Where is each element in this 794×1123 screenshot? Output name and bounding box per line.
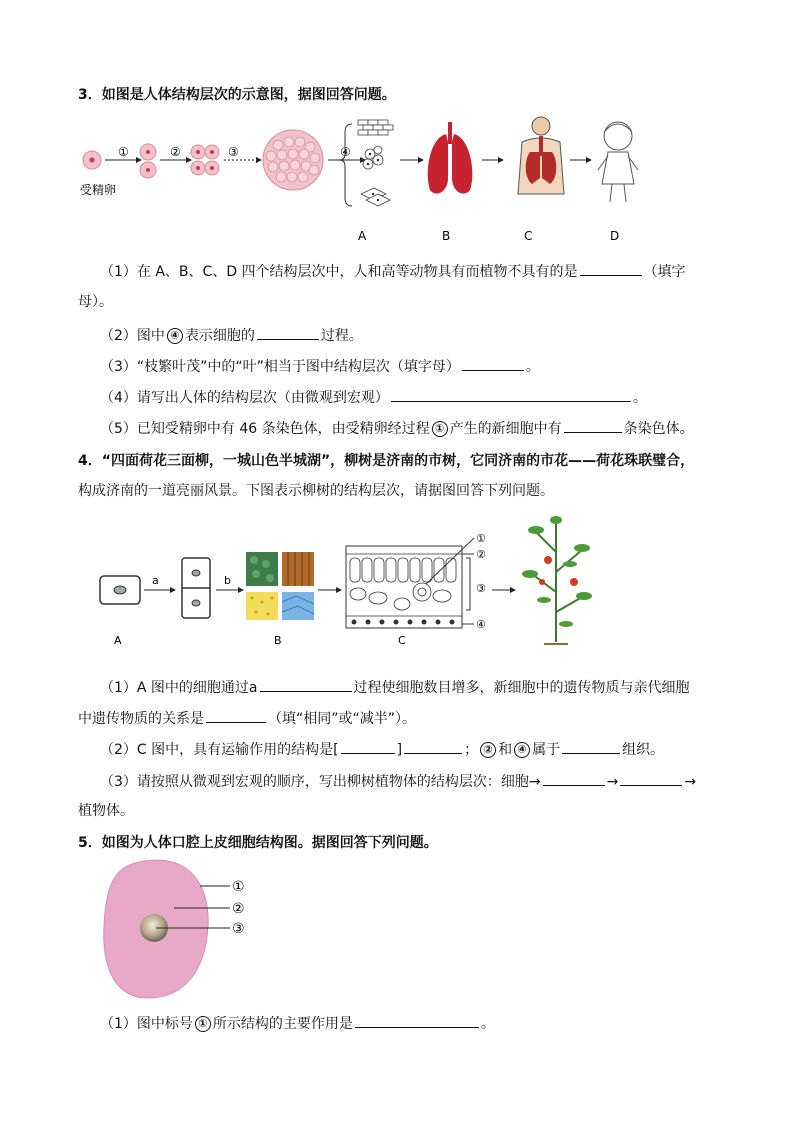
answer-blank[interactable] xyxy=(391,386,631,402)
svg-text:②: ② xyxy=(476,548,486,561)
svg-text:④: ④ xyxy=(476,618,486,631)
q3-sub2: （2）图中 ④ 表示细胞的 过程。 xyxy=(100,324,363,345)
q4-sub3-cont: 植物体。 xyxy=(78,803,134,819)
q5-sub1: （1）图中标号 ① 所示结构的主要作用是 。 xyxy=(100,1012,495,1033)
answer-blank[interactable] xyxy=(257,324,319,340)
q3-sub1-cont: 母）。 xyxy=(78,294,113,310)
svg-text:④: ④ xyxy=(340,145,351,159)
answer-blank[interactable] xyxy=(341,738,395,754)
q4-stem-line2: 构成济南的一道亮丽风景。下图表示柳树的结构层次，请据图回答下列问题。 xyxy=(78,483,554,499)
answer-blank[interactable] xyxy=(543,770,605,786)
zygote-label: 受精卵 xyxy=(80,183,117,197)
svg-text:C: C xyxy=(398,634,406,647)
answer-blank[interactable] xyxy=(260,676,352,692)
svg-text:②: ② xyxy=(232,901,245,917)
svg-text:A: A xyxy=(114,634,122,647)
answer-blank[interactable] xyxy=(404,738,462,754)
answer-blank[interactable] xyxy=(355,1012,479,1028)
q3-sub1: （1）在 A、B、C、D 四个结构层次中，人和高等动物具有而植物不具有的是 （填字 xyxy=(100,260,686,281)
svg-text:C: C xyxy=(524,229,533,243)
svg-text:B: B xyxy=(442,229,451,243)
q4-sub1-cont: 中遗传物质的关系是 （填“相同”或“减半”）。 xyxy=(78,707,416,728)
svg-text:②: ② xyxy=(170,145,181,159)
answer-blank[interactable] xyxy=(562,738,620,754)
q4-sub1: （1）A 图中的细胞通过a 过程使细胞数目增多，新细胞中的遗传物质与亲代细胞 xyxy=(100,676,690,697)
svg-text:B: B xyxy=(274,634,282,647)
q3-figure xyxy=(78,112,658,252)
q3-stem: 3．如图是人体结构层次的示意图，据图回答问题。 xyxy=(78,87,396,103)
q3-sub3: （3）“枝繁叶茂”中的“叶”相当于图中结构层次（填字母） 。 xyxy=(100,355,540,376)
q3-sub4: （4）请写出人体的结构层次（由微观到宏观） 。 xyxy=(100,386,647,407)
svg-text:①: ① xyxy=(232,879,245,895)
answer-blank[interactable] xyxy=(462,355,524,371)
q4-sub3: （3）请按照从微观到宏观的顺序，写出柳树植物体的结构层次：细胞→ → → xyxy=(100,770,696,791)
svg-text:a: a xyxy=(152,574,159,587)
svg-text:b: b xyxy=(224,574,231,587)
answer-blank[interactable] xyxy=(620,770,682,786)
svg-text:③: ③ xyxy=(228,145,239,159)
q4-figure xyxy=(96,512,596,650)
svg-text:①: ① xyxy=(476,532,486,545)
svg-text:A: A xyxy=(358,229,367,243)
svg-text:①: ① xyxy=(118,145,129,159)
answer-blank[interactable] xyxy=(564,417,622,433)
q4-sub2: （2）C 图中，具有运输作用的结构是[ ] ； ② 和 ④ 属于 组织。 xyxy=(100,738,664,759)
answer-blank[interactable] xyxy=(206,707,266,723)
q4-stem-line1: 4．“四面荷花三面柳，一城山色半城湖”，柳树是济南的市树，它同济南的市花——荷花珠联璧合， xyxy=(78,453,695,469)
svg-text:③: ③ xyxy=(232,921,245,937)
q5-figure xyxy=(100,856,280,1004)
svg-text:③: ③ xyxy=(476,582,486,595)
svg-text:D: D xyxy=(610,229,620,243)
q3-sub5: （5）已知受精卵中有 46 条染色体，由受精卵经过程 ① 产生的新细胞中有 条染色体。 xyxy=(100,417,694,438)
q5-stem: 5．如图为人体口腔上皮细胞结构图。据图回答下列问题。 xyxy=(78,835,438,851)
answer-blank[interactable] xyxy=(580,260,642,276)
